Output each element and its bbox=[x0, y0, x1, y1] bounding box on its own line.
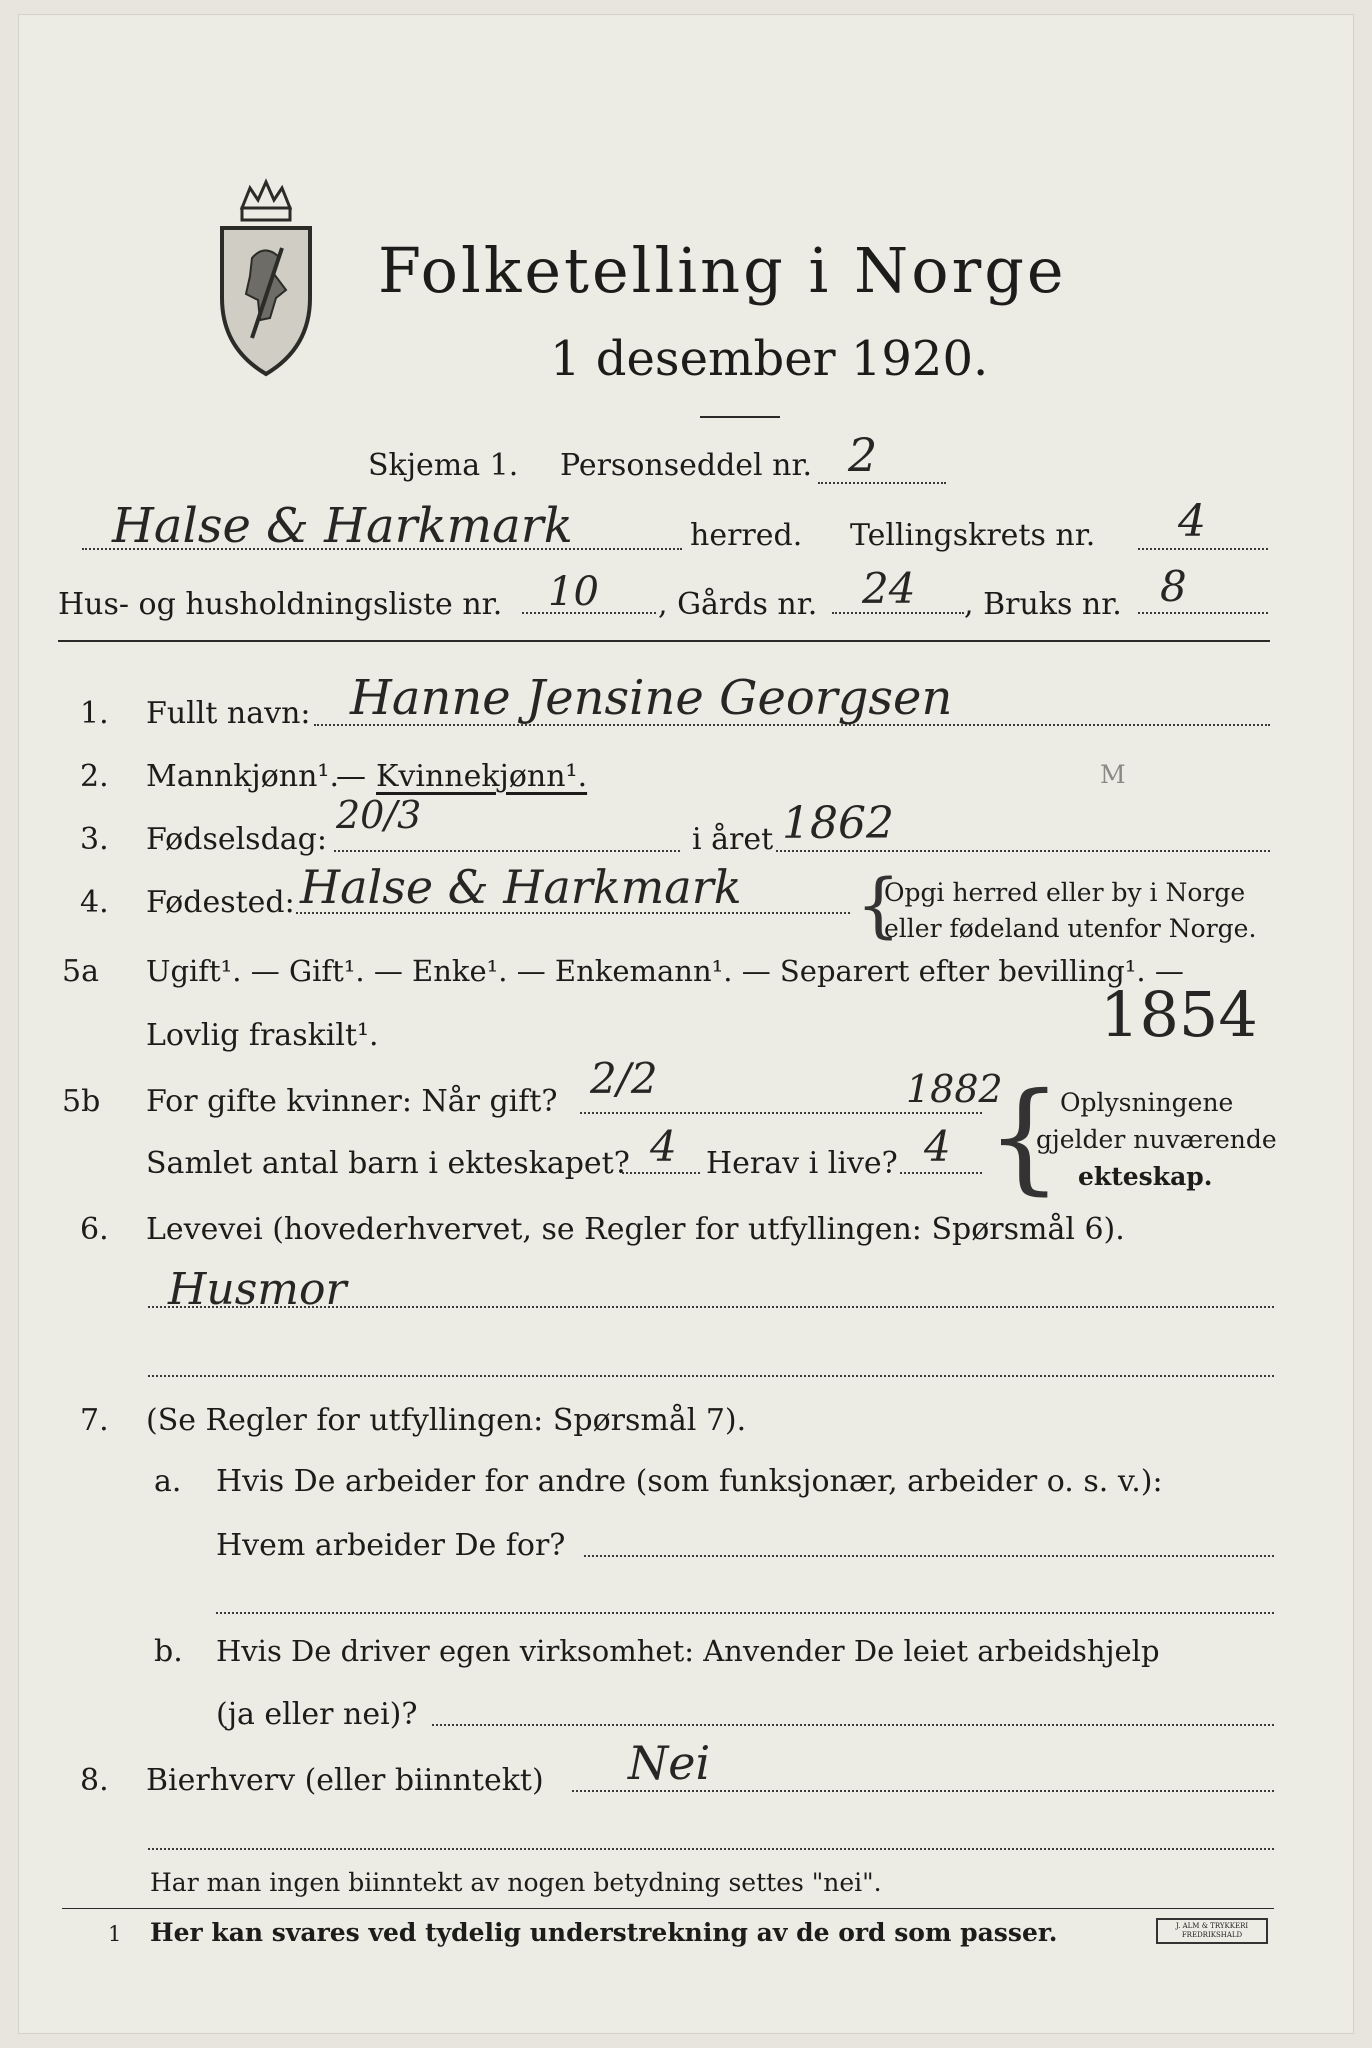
bruks-label: , Bruks nr. bbox=[964, 587, 1122, 622]
q7-label: (Se Regler for utfyllingen: Spørsmål 7). bbox=[146, 1403, 747, 1438]
norway-coat-of-arms-icon bbox=[212, 178, 320, 378]
q5b-number: 5b bbox=[62, 1084, 101, 1119]
q5b-label: For gifte kvinner: Når gift? bbox=[146, 1084, 558, 1119]
q4-label: Fødested: bbox=[146, 885, 295, 920]
q4-value: Halse & Harkmark bbox=[300, 860, 742, 914]
skjema-label: Skjema 1. bbox=[368, 448, 519, 483]
form-title: Folketelling i Norge bbox=[378, 234, 1067, 307]
q5b-alive-line bbox=[900, 1172, 982, 1174]
printer-stamp bbox=[1156, 1918, 1268, 1944]
footnote-text: Her kan svares ved tydelig understrekning av de ord som passer. bbox=[150, 1918, 1058, 1947]
q8-line2 bbox=[148, 1848, 1274, 1850]
q5b-date-line bbox=[580, 1112, 982, 1114]
q4-note-line2: eller fødeland utenfor Norge. bbox=[884, 914, 1257, 943]
q6-line1 bbox=[148, 1306, 1274, 1308]
form-subtitle: 1 desember 1920. bbox=[550, 331, 989, 387]
q7a-line2 bbox=[216, 1612, 1274, 1614]
q3-label: Fødselsdag: bbox=[146, 822, 327, 857]
q2-dash: — bbox=[336, 759, 366, 794]
q6-line2 bbox=[148, 1375, 1274, 1377]
q4-number: 4. bbox=[80, 885, 109, 920]
q6-label: Levevei (hovederhvervet, se Regler for utfyllingen: Spørsmål 6). bbox=[146, 1212, 1125, 1247]
q5b-children-value: 4 bbox=[650, 1122, 677, 1171]
husliste-value: 10 bbox=[548, 569, 599, 615]
q5b-children-line bbox=[622, 1172, 700, 1174]
q7b-line bbox=[432, 1724, 1274, 1726]
footer-note: Har man ingen biinntekt av nogen betydning settes "nei". bbox=[150, 1868, 882, 1897]
q4-note-line1: Opgi herred eller by i Norge bbox=[884, 878, 1246, 907]
q7-number: 7. bbox=[80, 1403, 109, 1438]
q5a-margin-note: 1854 bbox=[1100, 978, 1258, 1051]
q7b-text: Hvis De driver egen virksomhet: Anvender De leiet arbeidshjelp bbox=[216, 1634, 1160, 1668]
q3-day-line bbox=[334, 850, 680, 852]
q8-label: Bierhverv (eller biinntekt) bbox=[146, 1763, 544, 1798]
q8-line1 bbox=[572, 1790, 1274, 1792]
q2-male: Mannkjønn¹. bbox=[146, 759, 339, 794]
husliste-label: Hus- og husholdningsliste nr. bbox=[58, 587, 503, 622]
q5b-year-value: 1882 bbox=[906, 1067, 1003, 1111]
footer-divider bbox=[62, 1908, 1274, 1909]
tellingskrets-value: 4 bbox=[1178, 496, 1206, 547]
gards-label: , Gårds nr. bbox=[658, 587, 818, 622]
q3-year-line bbox=[776, 850, 1270, 852]
tellingskrets-label: Tellingskrets nr. bbox=[850, 518, 1096, 553]
q6-value: Husmor bbox=[168, 1264, 347, 1315]
q7b-number: b. bbox=[154, 1634, 183, 1669]
q3-number: 3. bbox=[80, 822, 109, 857]
q6-number: 6. bbox=[80, 1212, 109, 1247]
printer-stamp-text: J. ALM & TRYKKERI FREDRIKSHALD bbox=[1175, 1922, 1249, 1939]
q3-day-value: 20/3 bbox=[336, 793, 422, 837]
q1-value: Hanne Jensine Georgsen bbox=[350, 670, 953, 726]
q7a-text: Hvis De arbeider for andre (som funksjonær, arbeider o. s. v.): bbox=[216, 1464, 1163, 1499]
q2-margin-mark: M bbox=[1100, 760, 1126, 789]
q4-brace: { bbox=[856, 864, 901, 946]
herred-label: herred. bbox=[690, 518, 803, 553]
personseddel-line bbox=[818, 482, 946, 484]
gards-value: 24 bbox=[862, 564, 916, 613]
q5b-date-value: 2/2 bbox=[590, 1054, 658, 1103]
q5b-alive-value: 4 bbox=[924, 1122, 951, 1171]
header-divider bbox=[58, 640, 1270, 642]
q1-label: Fullt navn: bbox=[146, 696, 311, 731]
q5b-alive-label: Herav i live? bbox=[706, 1146, 898, 1181]
q8-number: 8. bbox=[80, 1763, 109, 1798]
q2-female: Kvinnekjønn¹. bbox=[376, 759, 588, 794]
tellingskrets-line bbox=[1138, 548, 1268, 550]
q3-year-label: i året bbox=[692, 822, 774, 857]
q5a-number: 5a bbox=[62, 954, 99, 989]
q7a-line1 bbox=[584, 1555, 1274, 1557]
q5a-options-line2: Lovlig fraskilt¹. bbox=[146, 1018, 379, 1053]
q5a-options: Ugift¹. — Gift¹. — Enke¹. — Enkemann¹. — Separert efter bevilling¹. — bbox=[146, 954, 1184, 988]
q5b-note-line3: ekteskap. bbox=[1078, 1162, 1213, 1191]
bruks-value: 8 bbox=[1160, 562, 1187, 611]
q7b-text2: (ja eller nei)? bbox=[216, 1697, 418, 1732]
q2-number: 2. bbox=[80, 759, 109, 794]
q5b-children-label: Samlet antal barn i ekteskapet? bbox=[146, 1146, 630, 1181]
personseddel-label: Personseddel nr. bbox=[560, 448, 813, 483]
q5b-note-line1: Oplysningene bbox=[1060, 1088, 1234, 1117]
q5b-note-line2: gjelder nuværende bbox=[1036, 1125, 1277, 1154]
bruks-line bbox=[1138, 612, 1268, 614]
footnote-mark: 1 bbox=[108, 1922, 122, 1946]
q1-number: 1. bbox=[80, 696, 109, 731]
title-divider bbox=[700, 416, 780, 418]
q5b-brace: { bbox=[986, 1068, 1063, 1207]
q8-value: Nei bbox=[628, 1736, 711, 1790]
personseddel-value: 2 bbox=[848, 428, 878, 482]
q7a-number: a. bbox=[154, 1464, 182, 1499]
herred-value: Halse & Harkmark bbox=[112, 498, 573, 554]
q7a-text2: Hvem arbeider De for? bbox=[216, 1528, 566, 1563]
q3-year-value: 1862 bbox=[782, 798, 894, 849]
